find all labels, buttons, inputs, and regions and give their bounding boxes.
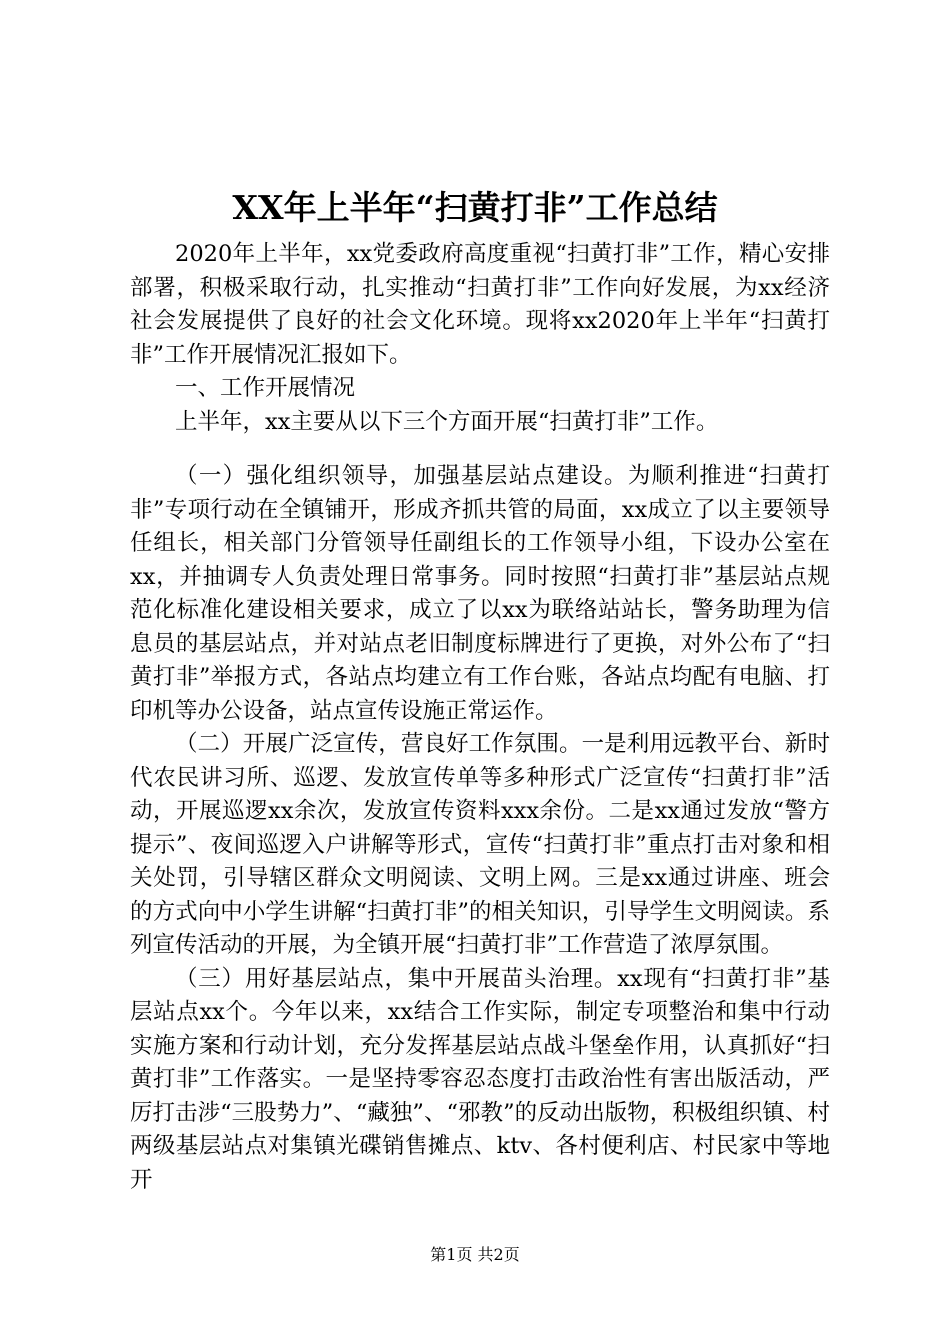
paragraph-overview: 上半年，xx主要从以下三个方面开展“扫黄打非”工作。 <box>175 408 719 435</box>
document-body <box>130 238 830 1197</box>
paragraph-intro: 2020年上半年，xx党委政府高度重视“扫黄打非”工作，精心安排部署，积极采取行动，扎实推动“扫黄打非”工作向好发展，为xx经济社会发展提供了良好的社会文化环境。现将xx2020年上半年“扫黄打非”工作开展情况汇报如下。 <box>130 241 830 368</box>
section-heading: 一、工作开展情况 <box>175 375 356 401</box>
paragraph-item-3: （三）用好基层站点，集中开展苗头治理。xx现有“扫黄打非”基层站点xx个。今年以来，xx结合工作实际，制定专项整治和集中行动实施方案和行动计划，充分发挥基层站点战斗堡垒作用，认真抓好“扫黄打非”工作落实。一是坚持零容忍态度打击政治性有害出版活动，严厉打击涉“三股势力”、“藏独”、“邪教”的反动出版物，积极组织镇、村两级基层站点对集镇光碟销售摊点、ktv、各村便利店、村民家中等地开 <box>130 965 830 1193</box>
paragraph-item-1: （一）强化组织领导，加强基层站点建设。为顺利推进“扫黄打非”专项行动在全镇铺开，形成齐抓共管的局面，xx成立了以主要领导任组长，相关部门分管领导任副组长的工作领导小组，下设办公室在xx，并抽调专人负责处理日常事务。同时按照“扫黄打非”基层站点规范化标准化建设相关要求，成立了以xx为联络站站长，警务助理为信息员的基层站点，并对站点老旧制度标牌进行了更换，对外公布了“扫黄打非”举报方式，各站点均建立有工作台账，各站点均配有电脑、打印机等办公设备，站点宣传设施正常运作。 <box>130 463 830 724</box>
document-title: XX年上半年“扫黄打非”工作总结 <box>232 188 718 227</box>
paragraph-item-2: （二）开展广泛宣传，营良好工作氛围。一是利用远教平台、新时代农民讲习所、巡逻、发放宣传单等多种形式广泛宣传“扫黄打非”活动，开展巡逻xx余次，发放宣传资料xxx余份。二是xx通过发放“警方提示”、夜间巡逻入户讲解等形式，宣传“扫黄打非”重点打击对象和相关处罚，引导辖区群众文明阅读、文明上网。三是xx通过讲座、班会的方式向中小学生讲解“扫黄打非”的相关知识，引导学生文明阅读。系列宣传活动的开展，为全镇开展“扫黄打非”工作营造了浓厚氛围。 <box>130 731 830 958</box>
page-footer: 第1页 共2页 <box>430 1245 520 1264</box>
